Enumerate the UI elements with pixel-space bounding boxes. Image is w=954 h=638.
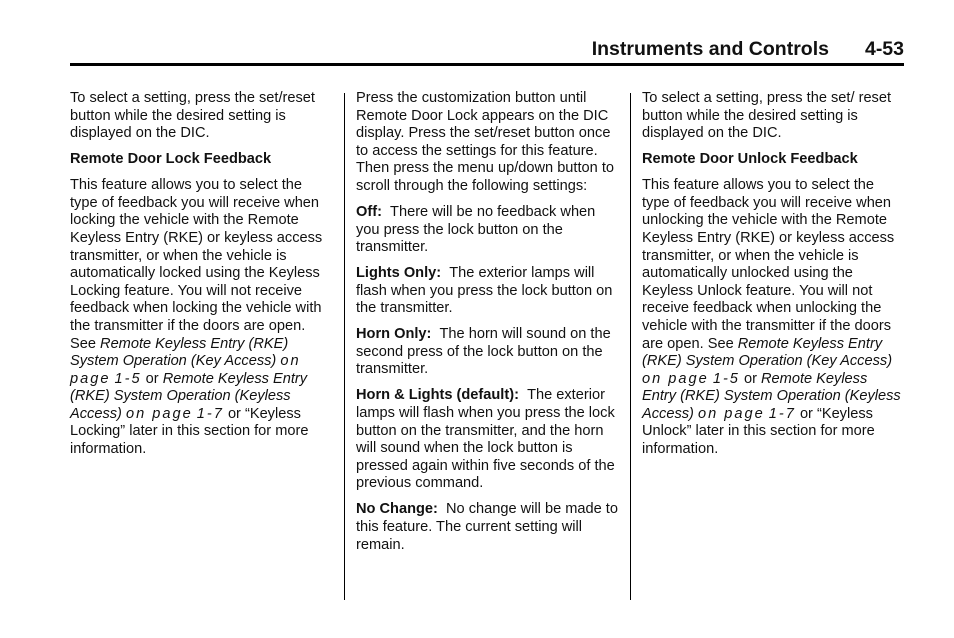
subheading: Remote Door Lock Feedback [70,151,272,168]
conjunction: or [141,370,163,387]
setting-description: The exterior lamps will flash when you press the lock button on the transmitter, and the horn will sound when the lock button is pressed again within five seconds of the previous command. [356,387,615,492]
paragraph: Press the customization button until Remote Door Lock appears on the DIC display. Press the set/reset button once to access the settings for this feature. Then press the menu up/down button to scroll through the following settings: [356,90,614,194]
cross-reference: Remote Keyless Entry (RKE) System Operation (Keyless Access) [642,370,901,422]
setting-label: Horn & Lights (default): [356,387,519,404]
on-page-text: on page [697,405,765,422]
page-reference: 1-5 [114,370,142,387]
conjunction: or [739,370,762,387]
body-text: This feature allows you to select the type of feedback you will receive when unlocking the vehicle with the Remote Keyless Entry (RKE) or keyless access transmitter, or when the vehicle is automatically unlocked using the Keyless Unlock feature. You will not receive feedback when unlocking the vehicle with the transmitter if the doors are open. See [642,177,895,352]
body-text: or “Keyless Unlock” later in this section for more information. [642,405,875,458]
on-page-text: on page [70,353,301,387]
setting-label: Lights Only: [356,265,442,282]
setting-off [356,204,618,257]
paragraph: To select a setting, press the set/reset button while the desired setting is displayed on the DIC. [70,90,315,142]
cross-reference: Remote Keyless Entry (RKE) System Operation (Keyless Access) [70,370,308,422]
setting-label: Off: [356,203,382,220]
body-text: or “Keyless Locking” later in this section for more information. [70,405,309,458]
on-page-text: on page [642,370,709,387]
page-reference: 1-7 [768,405,796,422]
setting-horn-and-lights [356,387,618,493]
on-page-text: on page [125,405,193,422]
column-divider [344,93,345,600]
setting-no-change [356,501,618,554]
setting-description: The exterior lamps will flash when you press the lock button on the transmitter. [356,265,613,317]
paragraph: To select a setting, press the set/ reset button while the desired setting is displayed on the DIC. [642,90,892,142]
setting-description: The horn will sound on the second press of the lock button on the transmitter. [356,326,611,378]
column-right [642,90,904,467]
cross-reference: Remote Keyless Entry (RKE) System Operation (Key Access) [642,335,893,370]
column-middle [356,90,618,563]
section-title: Instruments and Controls [591,38,829,60]
page-reference: 1-7 [196,405,224,422]
body-text: This feature allows you to select the type of feedback you will receive when locking the vehicle with the Remote Keyless Entry (RKE) or keyless access transmitter, or when the vehicle is automatically locked using the Keyless Locking feature. You will not receive feedback when locking the vehicle with the transmitter if the doors are open. See [70,177,323,352]
cross-reference: Remote Keyless Entry (RKE) System Operation (Key Access) [70,335,289,370]
paragraph [642,177,904,459]
setting-lights-only [356,265,618,318]
page-reference: 1-5 [712,370,740,387]
column-left [70,90,332,467]
page-header [70,38,904,62]
paragraph [70,177,332,459]
page-number: 4-53 [864,38,904,60]
setting-label: No Change: [356,501,438,518]
setting-description: There will be no feedback when you press the lock button on the transmitter. [356,203,596,256]
subheading: Remote Door Unlock Feedback [642,151,858,168]
setting-label: Horn Only: [356,326,432,343]
setting-description: No change will be made to this feature. The current setting will remain. [356,501,618,553]
setting-horn-only [356,326,618,379]
header-rule [70,63,904,66]
column-divider [630,93,631,600]
